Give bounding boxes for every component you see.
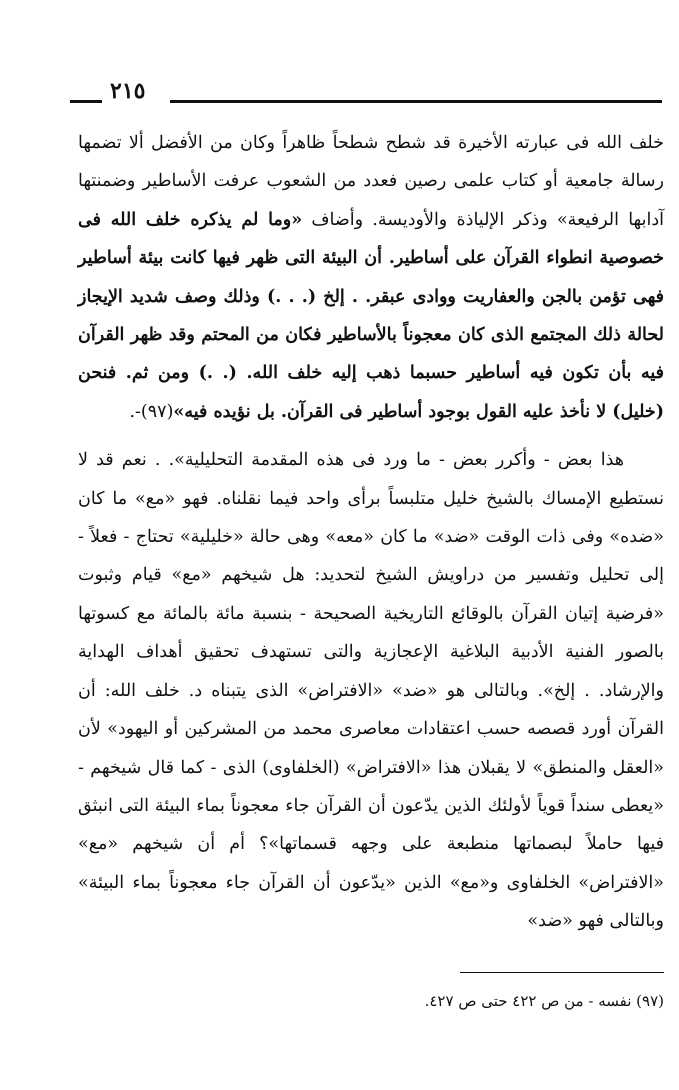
footnote: (٩٧) نفسه - من ص ٤٢٢ حتى ص ٤٢٧. [424,992,664,1010]
text-segment: إلى تحليل وتفسير [526,565,664,586]
footnote-rule [460,972,664,973]
paragraph-1 [78,124,664,431]
page-number: ٢١٥ [110,78,146,104]
footnote-ref: (٩٧)-. [129,401,174,422]
header-rule [170,100,662,103]
quote-bold: «وما لم يذكره خلف الله فى خصوصية انطواء القرآن على أساطير. أن البيئة التى ظهر فيها كانت بيئة أساطير فهى تؤمن بالجن والعفاريت ووادى عبقر. . إلخ (. . .) وذلك وصف شديد الإيجاز لحالة ذلك المجتمع الذى كان معجوناً بالأساطير فكان من المحتم وقد ظهر القرآن فيه بأن تكون فيه أساطير حسبما ذهب إليه خلف الله. (. .) ومن ثم. فنحن (خليل) لا نأخذ عليه القول بوجود أساطير فى القرآن. بل نؤيده فيه» [78,209,664,422]
paragraph-2 [78,441,664,940]
text-segment: هذا بعض - وأكرر بعض - ما ورد فى هذه المقدمة التحليلية». . نعم قد لا نستطيع الإمساك بالشيخ خليل متلبساً برأى واحد فيما نقلناه. فهو «مع» ما كان «ضده» وفى ذات الوقت «ضد» ما كان «معه» وهى حالة «خليلية» تحتاج - فعلاً - [78,450,664,548]
body-text [78,124,664,941]
text-segment: من دراويش الشيخ لتحديد: هل شيخهم «مع» قيام وثبوت «فرضية إتيان القرآن بالوقائع التاريخية الصحيحة - بنسبة مائة بالمائة مع كسوتها بالصور الفنية الأدبية البلاغية الإعجازية والتى تستهدف تحقيق أهداف الهداية والإرشاد. . إلخ». وبالتالى هو «ضد» «الافتراض» الذى يتبناه د. خلف الله: أن القرآن أورد قصصه حسب اعتقادات معاصرى محمد من المشركين أو اليهود» لأن «العقل والمنطق» لا يقبلان هذا «الافتراض» (الخلفاوى) الذى - كما قال شيخهم - «يعطى سنداً قوياً لأولئك الذين يدّعون أن القرآن جاء معجوناً بماء البيئة التى انبثق فيها حاملاً لبصماتها منطبعة على وجهه قسماتها»؟ أم أن شيخهم «مع» «الافتراض» الخلفاوى و«مع» الذين «يدّعون أن القرآن جاء معجوناً بماء البيئة» وبالتالى فهو «ضد» [78,565,664,932]
text-segment: خلف الله فى عبارته الأخيرة قد شطح شطحاً ظاهراً وكان من الأفضل ألا تضمها رسالة جامعية أو كتاب علمى رصين فعدد من الشعوب عرفت الأساطير وضمنتها آدابها الرفيعة» وذكر الإلياذة والأوديسة. وأضاف [78,133,665,230]
page-header [70,76,662,108]
header-rule-short [70,100,102,103]
